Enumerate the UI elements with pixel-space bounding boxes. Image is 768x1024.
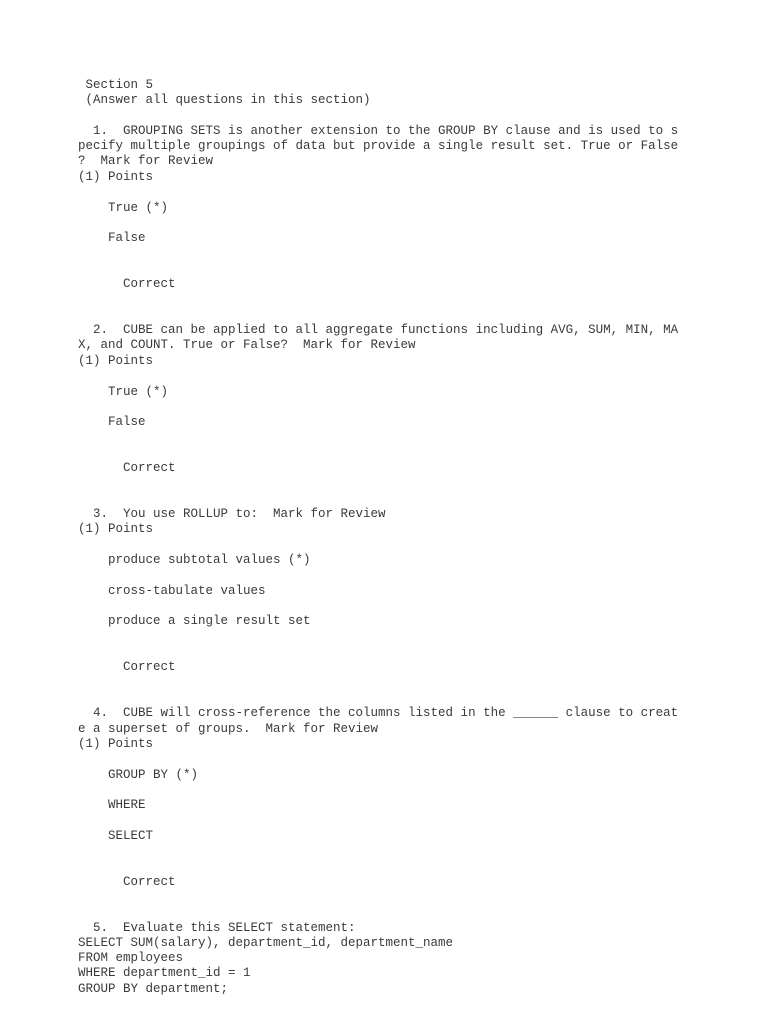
question-1-option-false: False — [78, 231, 146, 245]
question-5-code-line-4: GROUP BY department; — [78, 982, 229, 996]
question-3-option-single-result: produce a single result set — [78, 614, 311, 628]
question-2-feedback: Correct — [78, 461, 176, 475]
section-title: Section 5 — [78, 78, 154, 92]
question-1-text-line-2: pecify multiple groupings of data but provide a single result set. True or False — [78, 139, 679, 153]
question-2-option-true: True (*) — [78, 385, 169, 399]
question-5-text-line-1: 5. Evaluate this SELECT statement: — [78, 921, 356, 935]
section-instructions: (Answer all questions in this section) — [78, 93, 371, 107]
question-2-text-line-1: 2. CUBE can be applied to all aggregate functions including AVG, SUM, MIN, MA — [78, 323, 679, 337]
question-1-feedback: Correct — [78, 277, 176, 291]
question-4-feedback: Correct — [78, 875, 176, 889]
question-2-text-line-2: X, and COUNT. True or False? Mark for Review — [78, 338, 416, 352]
question-5-code-line-2: FROM employees — [78, 951, 184, 965]
question-3-option-subtotal: produce subtotal values (*) — [78, 553, 311, 567]
question-2-option-false: False — [78, 415, 146, 429]
question-3-option-cross-tabulate: cross-tabulate values — [78, 584, 266, 598]
question-2-points: (1) Points — [78, 354, 154, 368]
question-4-points: (1) Points — [78, 737, 154, 751]
question-1-text-line-1: 1. GROUPING SETS is another extension to the GROUP BY clause and is used to s — [78, 124, 679, 138]
question-4-option-where: WHERE — [78, 798, 146, 812]
question-3-points: (1) Points — [78, 522, 154, 536]
question-5-code-line-3: WHERE department_id = 1 — [78, 966, 251, 980]
question-5-code-line-1: SELECT SUM(salary), department_id, department_name — [78, 936, 454, 950]
question-1-option-true: True (*) — [78, 201, 169, 215]
question-3-text-line-1: 3. You use ROLLUP to: Mark for Review — [78, 507, 386, 521]
question-4-option-select: SELECT — [78, 829, 154, 843]
question-4-text-line-2: e a superset of groups. Mark for Review — [78, 722, 379, 736]
question-1-text-line-3: ? Mark for Review — [78, 154, 214, 168]
question-4-text-line-1: 4. CUBE will cross-reference the columns listed in the ______ clause to creat — [78, 706, 679, 720]
question-4-option-group-by: GROUP BY (*) — [78, 768, 199, 782]
question-1-points: (1) Points — [78, 170, 154, 184]
question-3-feedback: Correct — [78, 660, 176, 674]
